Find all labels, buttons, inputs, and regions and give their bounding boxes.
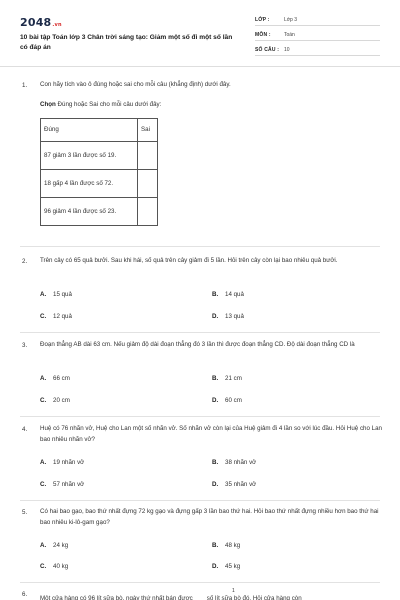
question-4-option-c[interactable]: C. 57 nhãn vở: [40, 481, 85, 488]
question-4-number: 4.: [22, 426, 28, 433]
question-6-text: Một cửa hàng có 96 lít sữa bò, ngày thứ nhất bán được số lít sữa bò đó. Hỏi cửa hàng còn: [40, 595, 302, 600]
question-3-option-a[interactable]: A. 66 cm: [40, 375, 70, 382]
question-2-text: Trên cây có 65 quả bưởi. Sau khi hái, số quả trên cây giảm đi 5 lần. Hỏi trên cây còn lại bao nhiêu quả bưởi.: [40, 257, 338, 264]
column-true-header: Đúng: [41, 119, 138, 142]
question-5-number: 5.: [22, 509, 28, 516]
question-1-number: 1.: [22, 82, 28, 89]
meta-value: 10: [284, 47, 290, 53]
meta-grade: [255, 14, 380, 26]
question-3-option-b[interactable]: B. 21 cm: [212, 375, 242, 382]
meta-value: Lớp 3: [284, 17, 298, 23]
answer-cell[interactable]: [138, 198, 158, 226]
question-1-text: Con hãy tích vào ô đúng hoặc sai cho mỗi câu (khẳng định) dưới đây.: [40, 81, 231, 88]
question-2-option-a[interactable]: A. 15 quả: [40, 291, 72, 298]
meta-subject: [255, 29, 380, 41]
question-divider: [20, 332, 380, 333]
document-header: [0, 0, 400, 64]
question-divider: [20, 246, 380, 247]
question-1-instruction: Chọn Đúng hoặc Sai cho mỗi câu dưới đây:: [40, 101, 162, 108]
statement-cell[interactable]: 87 giảm 3 lần được số 19.: [41, 142, 138, 170]
question-2-option-d[interactable]: D. 13 quả: [212, 313, 244, 320]
question-2-number: 2.: [22, 258, 28, 265]
table-row[interactable]: [41, 170, 158, 198]
fraction-numerator: 1: [232, 588, 235, 594]
question-2-option-b[interactable]: B. 14 quả: [212, 291, 244, 298]
statement-cell[interactable]: 18 gấp 4 lần được số 72.: [41, 170, 138, 198]
question-3-number: 3.: [22, 342, 28, 349]
meta-question-count: [255, 44, 380, 56]
question-5-option-b[interactable]: B. 48 kg: [212, 542, 241, 549]
question-5-option-a[interactable]: A. 24 kg: [40, 542, 69, 549]
meta-label: MÔN :: [255, 32, 271, 38]
statement-cell[interactable]: 96 giảm 4 lần được số 23.: [41, 198, 138, 226]
true-false-table: [40, 118, 158, 226]
question-5-option-d[interactable]: D. 45 kg: [212, 563, 241, 570]
question-3-option-d[interactable]: D. 60 cm: [212, 397, 242, 404]
question-3-option-c[interactable]: C. 20 cm: [40, 397, 70, 404]
question-3-text: Đoạn thẳng AB dài 63 cm. Nếu giảm độ dài đoạn thẳng đó 3 lần thì được đoạn thẳng CD. Độ dài đoạn thẳng CD là: [40, 341, 355, 348]
table-row[interactable]: [41, 142, 158, 170]
question-6-number: 6.: [22, 591, 28, 598]
question-divider: [20, 416, 380, 417]
site-logo[interactable]: 2048.vn: [20, 16, 62, 29]
table-header-row: [41, 119, 158, 142]
question-4-text: Huệ có 76 nhãn vở, Huệ cho Lan một số nhãn vở. Số nhãn vở còn lại của Huệ giảm đi 4 lần so với lúc đầu. Hỏi Huệ cho Lan bao nhiêu nhãn vở?: [40, 425, 382, 443]
table-row[interactable]: [41, 198, 158, 226]
meta-value: Toán: [284, 32, 295, 38]
question-4-option-b[interactable]: B. 38 nhãn vở: [212, 459, 257, 466]
meta-label: LỚP :: [255, 17, 270, 23]
column-false-header: Sai: [138, 119, 158, 142]
question-2-option-c[interactable]: C. 12 quả: [40, 313, 72, 320]
header-divider: [0, 66, 400, 67]
question-5-text: Có hai bao gạo, bao thứ nhất đựng 72 kg gạo và đựng gấp 3 lần bao thứ hai. Hỏi bao thứ nhất đựng nhiều hơn bao thứ hai bao nhiêu ki-lô-gam gạo?: [40, 508, 379, 526]
question-5-option-c[interactable]: C. 40 kg: [40, 563, 69, 570]
document-title: 10 bài tập Toán lớp 3 Chân trời sáng tạo: Giảm một số đi một số lần có đáp án: [20, 34, 233, 51]
question-4-option-a[interactable]: A. 19 nhãn vở: [40, 459, 85, 466]
question-divider: [20, 582, 380, 583]
question-4-option-d[interactable]: D. 35 nhãn vở: [212, 481, 257, 488]
answer-cell[interactable]: [138, 142, 158, 170]
meta-label: SỐ CÂU :: [255, 47, 280, 53]
answer-cell[interactable]: [138, 170, 158, 198]
question-divider: [20, 500, 380, 501]
